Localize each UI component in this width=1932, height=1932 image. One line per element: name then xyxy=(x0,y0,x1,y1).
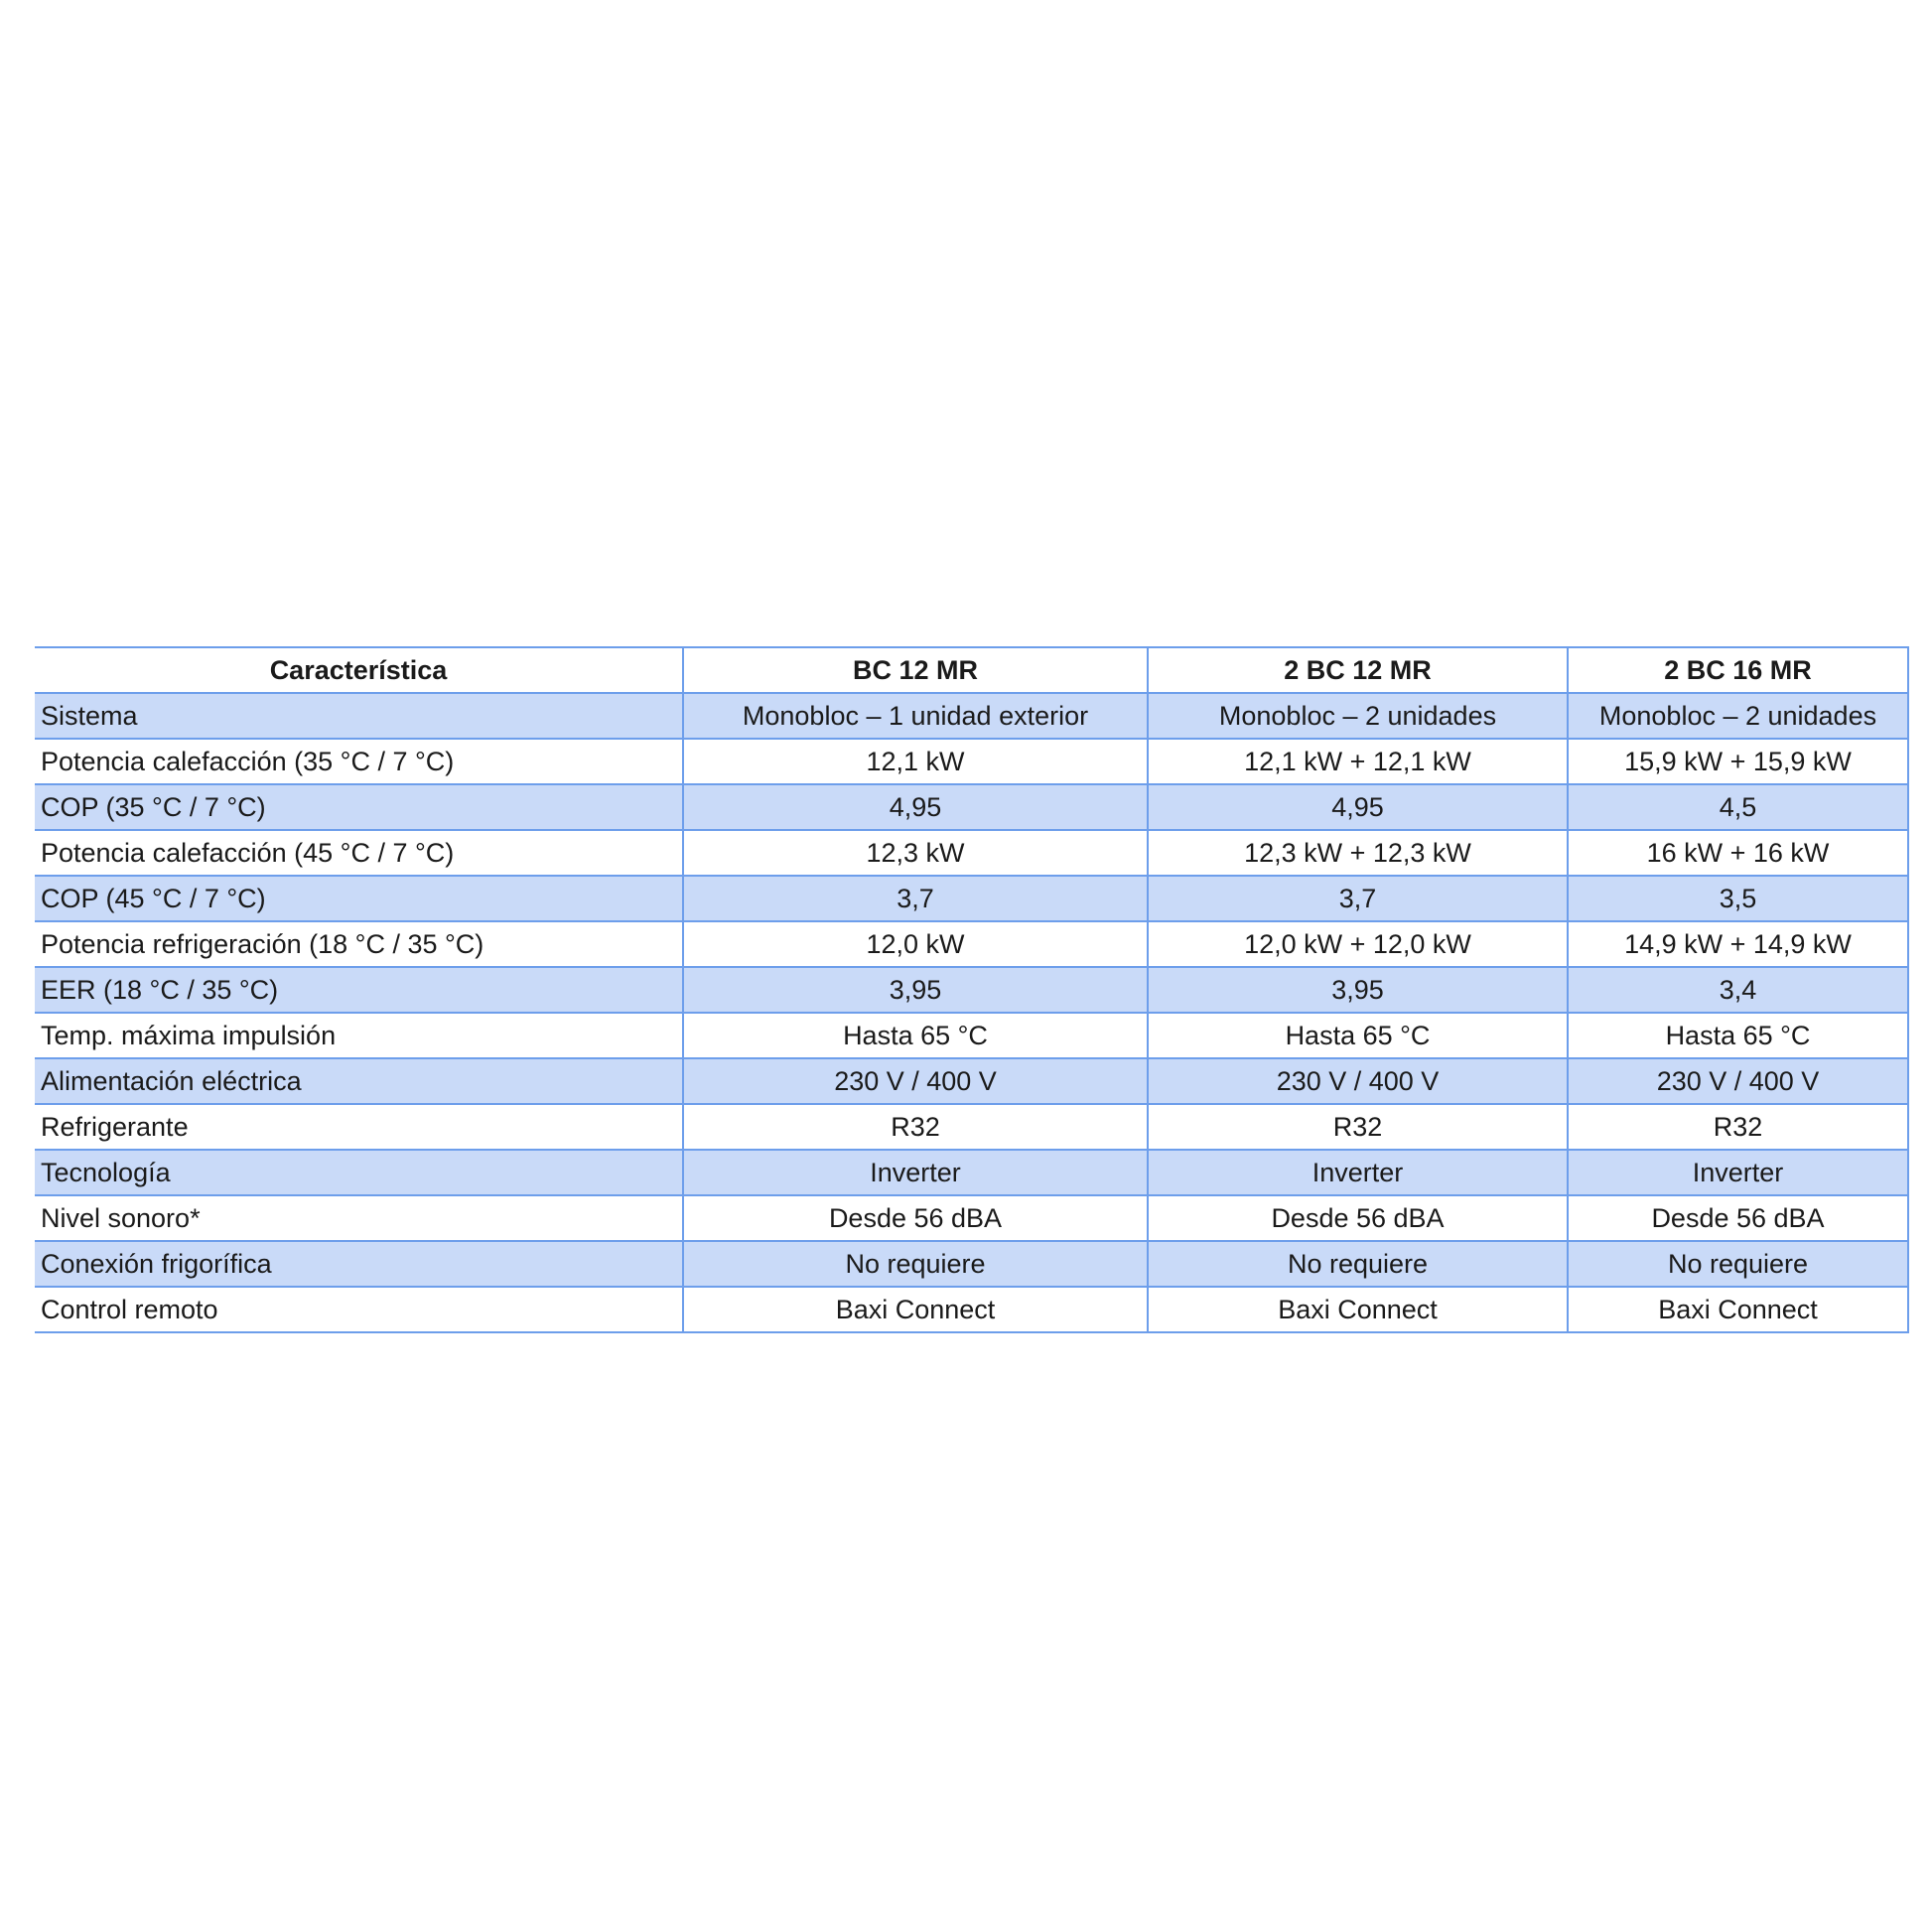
2-bc-12-mr-cell: 12,3 kW + 12,3 kW xyxy=(1148,830,1568,876)
2-bc-12-mr-cell: No requiere xyxy=(1148,1241,1568,1287)
table-row xyxy=(35,1150,1908,1195)
table-row xyxy=(35,1195,1908,1241)
2-bc-12-mr-cell: Baxi Connect xyxy=(1148,1287,1568,1332)
header-row xyxy=(35,647,1908,693)
2-bc-12-mr-cell: R32 xyxy=(1148,1104,1568,1150)
table-row xyxy=(35,1104,1908,1150)
2-bc-16-mr-cell: R32 xyxy=(1568,1104,1908,1150)
2-bc-12-mr-cell: 230 V / 400 V xyxy=(1148,1058,1568,1104)
2-bc-16-mr-cell: Monobloc – 2 unidades xyxy=(1568,693,1908,739)
bc-12-mr-cell: Desde 56 dBA xyxy=(683,1195,1148,1241)
2-bc-16-mr-cell: 3,5 xyxy=(1568,876,1908,921)
bc-12-mr-cell: 12,3 kW xyxy=(683,830,1148,876)
2-bc-16-mr-cell: Hasta 65 °C xyxy=(1568,1013,1908,1058)
table-row xyxy=(35,693,1908,739)
feature-cell: Refrigerante xyxy=(35,1104,683,1150)
feature-cell: EER (18 °C / 35 °C) xyxy=(35,967,683,1013)
2-bc-16-mr-cell: 14,9 kW + 14,9 kW xyxy=(1568,921,1908,967)
table-row xyxy=(35,967,1908,1013)
2-bc-12-mr-cell: 3,7 xyxy=(1148,876,1568,921)
feature-cell: Potencia calefacción (35 °C / 7 °C) xyxy=(35,739,683,784)
bc-12-mr-cell: Hasta 65 °C xyxy=(683,1013,1148,1058)
table-row xyxy=(35,784,1908,830)
2-bc-12-mr-cell: Desde 56 dBA xyxy=(1148,1195,1568,1241)
2-bc-12-mr-cell: Hasta 65 °C xyxy=(1148,1013,1568,1058)
2-bc-16-mr-cell: 230 V / 400 V xyxy=(1568,1058,1908,1104)
feature-cell: Nivel sonoro* xyxy=(35,1195,683,1241)
feature-cell: COP (45 °C / 7 °C) xyxy=(35,876,683,921)
feature-cell: Control remoto xyxy=(35,1287,683,1332)
feature-cell: Temp. máxima impulsión xyxy=(35,1013,683,1058)
bc-12-mr-cell: R32 xyxy=(683,1104,1148,1150)
2-bc-12-mr-cell: 12,0 kW + 12,0 kW xyxy=(1148,921,1568,967)
2-bc-16-mr-cell: No requiere xyxy=(1568,1241,1908,1287)
table-header xyxy=(35,647,1908,693)
2-bc-16-mr-cell: 15,9 kW + 15,9 kW xyxy=(1568,739,1908,784)
2-bc-16-mr-cell: Inverter xyxy=(1568,1150,1908,1195)
bc-12-mr-cell: Inverter xyxy=(683,1150,1148,1195)
feature-cell: Tecnología xyxy=(35,1150,683,1195)
table-row xyxy=(35,876,1908,921)
2-bc-12-mr-cell: 3,95 xyxy=(1148,967,1568,1013)
bc-12-mr-cell: 230 V / 400 V xyxy=(683,1058,1148,1104)
bc-12-mr-cell: 3,7 xyxy=(683,876,1148,921)
header-cell-bc-12-mr: BC 12 MR xyxy=(683,647,1148,693)
2-bc-16-mr-cell: 4,5 xyxy=(1568,784,1908,830)
bc-12-mr-cell: 12,1 kW xyxy=(683,739,1148,784)
table-row xyxy=(35,921,1908,967)
table-body xyxy=(35,693,1908,1332)
header-cell-2-bc-16-mr: 2 BC 16 MR xyxy=(1568,647,1908,693)
header-cell-2-bc-12-mr: 2 BC 12 MR xyxy=(1148,647,1568,693)
bc-12-mr-cell: 4,95 xyxy=(683,784,1148,830)
2-bc-16-mr-cell: 16 kW + 16 kW xyxy=(1568,830,1908,876)
bc-12-mr-cell: Monobloc – 1 unidad exterior xyxy=(683,693,1148,739)
2-bc-12-mr-cell: Monobloc – 2 unidades xyxy=(1148,693,1568,739)
bc-12-mr-cell: Baxi Connect xyxy=(683,1287,1148,1332)
2-bc-16-mr-cell: Baxi Connect xyxy=(1568,1287,1908,1332)
table-row xyxy=(35,1013,1908,1058)
table-row xyxy=(35,739,1908,784)
2-bc-16-mr-cell: Desde 56 dBA xyxy=(1568,1195,1908,1241)
feature-cell: Alimentación eléctrica xyxy=(35,1058,683,1104)
feature-cell: COP (35 °C / 7 °C) xyxy=(35,784,683,830)
2-bc-16-mr-cell: 3,4 xyxy=(1568,967,1908,1013)
2-bc-12-mr-cell: Inverter xyxy=(1148,1150,1568,1195)
feature-cell: Potencia refrigeración (18 °C / 35 °C) xyxy=(35,921,683,967)
spec-comparison-table xyxy=(35,646,1909,1333)
table-row xyxy=(35,830,1908,876)
2-bc-12-mr-cell: 12,1 kW + 12,1 kW xyxy=(1148,739,1568,784)
table-row xyxy=(35,1241,1908,1287)
feature-cell: Conexión frigorífica xyxy=(35,1241,683,1287)
header-cell-caracteristica: Característica xyxy=(35,647,683,693)
bc-12-mr-cell: 3,95 xyxy=(683,967,1148,1013)
bc-12-mr-cell: No requiere xyxy=(683,1241,1148,1287)
bc-12-mr-cell: 12,0 kW xyxy=(683,921,1148,967)
feature-cell: Potencia calefacción (45 °C / 7 °C) xyxy=(35,830,683,876)
2-bc-12-mr-cell: 4,95 xyxy=(1148,784,1568,830)
table-row xyxy=(35,1287,1908,1332)
feature-cell: Sistema xyxy=(35,693,683,739)
table-row xyxy=(35,1058,1908,1104)
